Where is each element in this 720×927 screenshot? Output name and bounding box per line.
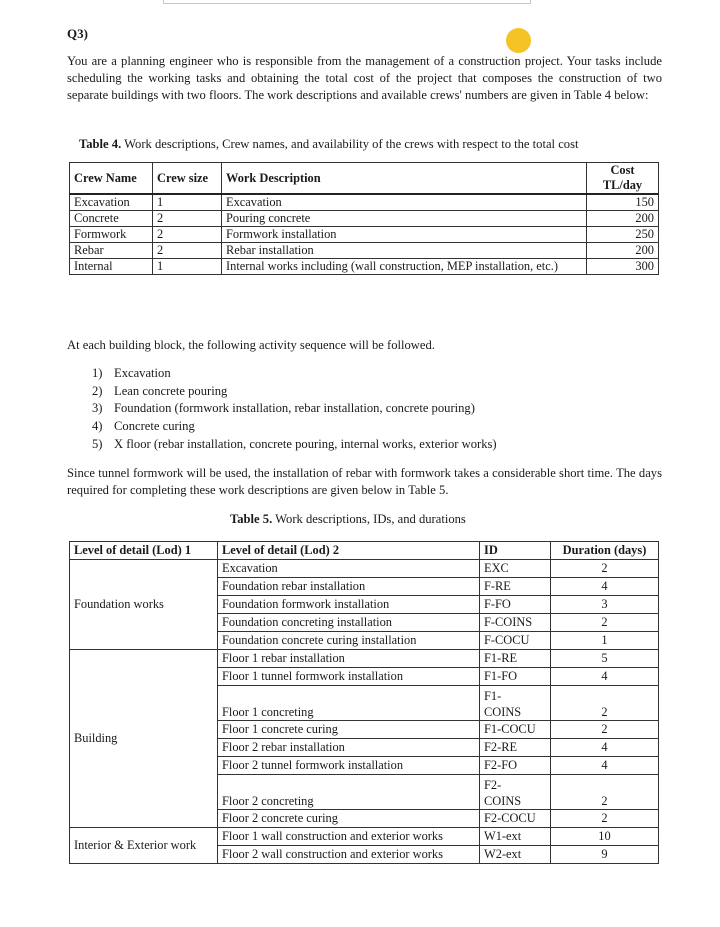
- table-row: [70, 828, 659, 846]
- crew-size: 1: [153, 259, 222, 275]
- sequence-intro: At each building block, the following activity sequence will be followed.: [67, 338, 435, 352]
- table-row: [70, 560, 659, 578]
- cost: 300: [587, 259, 659, 275]
- work-id: F-COINS: [480, 614, 551, 632]
- table5-caption-text: Work descriptions, IDs, and durations: [272, 512, 466, 526]
- crew-name: Internal: [70, 259, 153, 275]
- work-id: EXC: [480, 560, 551, 578]
- work-item: Floor 1 concreting: [218, 686, 480, 721]
- duration: 10: [551, 828, 659, 846]
- crew-name: Formwork: [70, 227, 153, 243]
- list-item: [92, 436, 497, 454]
- list-text: Concrete curing: [114, 419, 195, 434]
- work-id-line1: F2-: [484, 778, 502, 792]
- list-item: [92, 400, 497, 418]
- work-item: Floor 1 wall construction and exterior works: [218, 828, 480, 846]
- work-id: F-RE: [480, 578, 551, 596]
- work-id-line1: F1-: [484, 689, 502, 703]
- duration: 2: [551, 614, 659, 632]
- table-row: [70, 194, 659, 211]
- crew-name: Rebar: [70, 243, 153, 259]
- duration: 2: [551, 775, 659, 810]
- duration: 4: [551, 739, 659, 757]
- crew-name: Concrete: [70, 211, 153, 227]
- duration: 1: [551, 632, 659, 650]
- table4-caption-label: Table 4.: [79, 137, 122, 151]
- crew-size: 1: [153, 194, 222, 211]
- list-text: Lean concrete pouring: [114, 383, 228, 398]
- duration: 2: [551, 721, 659, 739]
- work-description: Excavation: [222, 194, 587, 211]
- duration: 4: [551, 668, 659, 686]
- work-item: Floor 2 concreting: [218, 775, 480, 810]
- work-id: F2-RE: [480, 739, 551, 757]
- touch-indicator-dot: [506, 28, 531, 53]
- header-work-description: Work Description: [222, 163, 587, 195]
- crew-size: 2: [153, 211, 222, 227]
- table-5: [69, 541, 659, 864]
- table5-header-row: [70, 542, 659, 560]
- work-item: Excavation: [218, 560, 480, 578]
- work-id: F1-FO: [480, 668, 551, 686]
- list-item: [92, 383, 497, 401]
- duration: 3: [551, 596, 659, 614]
- table5-caption-label: Table 5.: [230, 512, 273, 526]
- work-id: W2-ext: [480, 846, 551, 864]
- duration: 4: [551, 757, 659, 775]
- work-item: Floor 1 tunnel formwork installation: [218, 668, 480, 686]
- cost: 250: [587, 227, 659, 243]
- work-id: [480, 775, 551, 810]
- work-item: Floor 1 concrete curing: [218, 721, 480, 739]
- crew-size: 2: [153, 243, 222, 259]
- question-label: Q3): [67, 26, 88, 41]
- work-item: Foundation formwork installation: [218, 596, 480, 614]
- work-id: F-FO: [480, 596, 551, 614]
- work-item: Floor 2 tunnel formwork installation: [218, 757, 480, 775]
- work-id: W1-ext: [480, 828, 551, 846]
- work-item: Floor 1 rebar installation: [218, 650, 480, 668]
- duration: 4: [551, 578, 659, 596]
- work-description: Rebar installation: [222, 243, 587, 259]
- activity-sequence-list: [92, 365, 497, 454]
- work-id: F2-COCU: [480, 810, 551, 828]
- work-id: F2-FO: [480, 757, 551, 775]
- top-frame: [163, 0, 531, 4]
- header-cost: Cost TL/day: [587, 163, 659, 195]
- header-lod2: Level of detail (Lod) 2: [218, 542, 480, 560]
- header-crew-size: Crew size: [153, 163, 222, 195]
- work-item: Floor 2 concrete curing: [218, 810, 480, 828]
- duration: 2: [551, 686, 659, 721]
- group-foundation-works: Foundation works: [70, 560, 218, 650]
- list-number: 1): [92, 366, 103, 380]
- duration: 9: [551, 846, 659, 864]
- work-description: Pouring concrete: [222, 211, 587, 227]
- duration: 5: [551, 650, 659, 668]
- table5-caption: [230, 512, 466, 527]
- table-row: [70, 259, 659, 275]
- work-item: Foundation rebar installation: [218, 578, 480, 596]
- work-item: Floor 2 rebar installation: [218, 739, 480, 757]
- table4-header-row: [70, 163, 659, 195]
- list-text: Foundation (formwork installation, rebar installation, concrete pouring): [114, 401, 475, 416]
- cost: 200: [587, 211, 659, 227]
- work-id-line2: COINS: [484, 794, 522, 808]
- cost: 200: [587, 243, 659, 259]
- work-id: [480, 686, 551, 721]
- group-building: Building: [70, 650, 218, 828]
- tunnel-formwork-paragraph: Since tunnel formwork will be used, the installation of rebar with formwork takes a considerable short time. The days required for completing these work descriptions are given below in Table 5.: [67, 466, 662, 497]
- work-id: F-COCU: [480, 632, 551, 650]
- crew-name: Excavation: [70, 194, 153, 211]
- intro-paragraph: You are a planning engineer who is responsible from the management of a construction project. Your tasks include scheduling the working tasks and obtaining the total cost of the project that composes the construction of two separate buildings with two floors. The work descriptions and available crews' numbers are given in Table 4 below:: [67, 54, 662, 102]
- work-item: Floor 2 wall construction and exterior works: [218, 846, 480, 864]
- table-row: [70, 227, 659, 243]
- list-item: [92, 418, 497, 436]
- work-item: Foundation concrete curing installation: [218, 632, 480, 650]
- header-duration: Duration (days): [551, 542, 659, 560]
- list-number: 2): [92, 383, 103, 398]
- work-description: Internal works including (wall construction, MEP installation, etc.): [222, 259, 587, 275]
- table-row: [70, 650, 659, 668]
- table-4: [69, 162, 659, 275]
- work-id: F1-RE: [480, 650, 551, 668]
- list-item: [92, 365, 497, 383]
- table-row: [70, 243, 659, 259]
- work-id-line2: COINS: [484, 705, 522, 719]
- table-row: [70, 211, 659, 227]
- table4-caption: [79, 137, 579, 152]
- list-number: 5): [92, 436, 103, 451]
- group-interior-exterior: Interior & Exterior work: [70, 828, 218, 864]
- header-lod1: Level of detail (Lod) 1: [70, 542, 218, 560]
- list-number: 4): [92, 419, 103, 434]
- duration: 2: [551, 560, 659, 578]
- work-id: F1-COCU: [480, 721, 551, 739]
- work-item: Foundation concreting installation: [218, 614, 480, 632]
- header-id: ID: [480, 542, 551, 560]
- header-crew-name: Crew Name: [70, 163, 153, 195]
- table4-caption-text: Work descriptions, Crew names, and availability of the crews with respect to the total cost: [121, 137, 579, 151]
- list-number: 3): [92, 401, 103, 416]
- cost: 150: [587, 194, 659, 211]
- duration: 2: [551, 810, 659, 828]
- list-text: Excavation: [114, 366, 171, 380]
- work-description: Formwork installation: [222, 227, 587, 243]
- list-text: X floor (rebar installation, concrete pouring, internal works, exterior works): [114, 436, 497, 451]
- crew-size: 2: [153, 227, 222, 243]
